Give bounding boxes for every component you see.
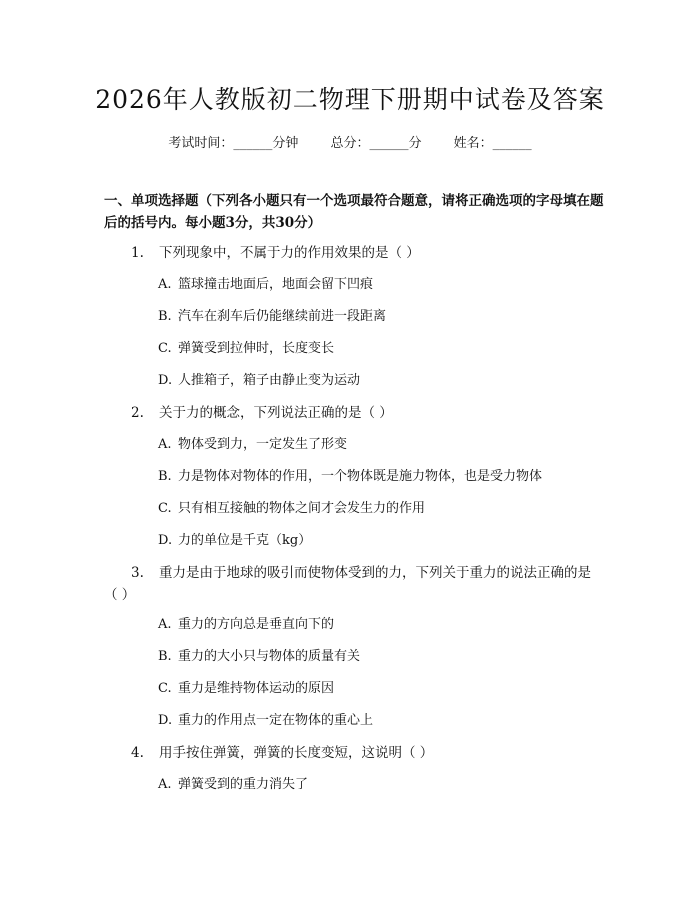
question-4	[104, 742, 604, 764]
question-number: 2.	[131, 405, 144, 421]
question-text: 关于力的概念，下列说法正确的是（ ）	[159, 405, 393, 421]
question-number: 3.	[131, 565, 144, 581]
question-number: 1.	[131, 245, 144, 261]
option-2b: B. 力是物体对物体的作用，一个物体既是施力物体，也是受力物体	[158, 469, 543, 484]
question-text: 重力是由于地球的吸引而使物体受到的力，下列关于重力的说法正确的是（ ）	[104, 565, 591, 603]
question-2	[104, 402, 604, 424]
option-2d: D. 力的单位是千克（kg）	[158, 533, 312, 548]
question-text: 下列现象中，不属于力的作用效果的是（ ）	[159, 245, 420, 261]
option-3b: B. 重力的大小只与物体的质量有关	[158, 649, 361, 664]
option-1a: A. 篮球撞击地面后，地面会留下凹痕	[158, 277, 374, 292]
option-3d: D. 重力的作用点一定在物体的重心上	[158, 713, 374, 728]
option-4a: A. 弹簧受到的重力消失了	[158, 777, 309, 792]
question-number: 4.	[131, 745, 144, 761]
section-heading: 一、单项选择题（下列各小题只有一个选项最符合题意，请将正确选项的字母填在题后的括号内。每小题3分，共30分）	[104, 193, 604, 231]
exam-time: 考试时间：______分钟	[168, 136, 299, 151]
student-name: 姓名：______	[453, 136, 532, 151]
option-3a: A. 重力的方向总是垂直向下的	[158, 617, 335, 632]
option-2a: A. 物体受到力，一定发生了形变	[158, 437, 348, 452]
option-1b: B. 汽车在刹车后仍能继续前进一段距离	[158, 309, 387, 324]
question-text: 用手按住弹簧，弹簧的长度变短，这说明（ ）	[159, 745, 434, 761]
option-1d: D. 人推箱子，箱子由静止变为运动	[158, 373, 361, 388]
page-title: 2026年人教版初二物理下册期中试卷及答案	[95, 85, 605, 114]
total-score: 总分：______分	[330, 136, 422, 151]
option-1c: C. 弹簧受到拉伸时，长度变长	[158, 341, 335, 356]
option-3c: C. 重力是维持物体运动的原因	[158, 681, 335, 696]
question-3	[104, 562, 604, 606]
option-2c: C. 只有相互接触的物体之间才会发生力的作用	[158, 501, 426, 516]
question-1	[104, 242, 604, 264]
exam-info	[0, 132, 700, 151]
